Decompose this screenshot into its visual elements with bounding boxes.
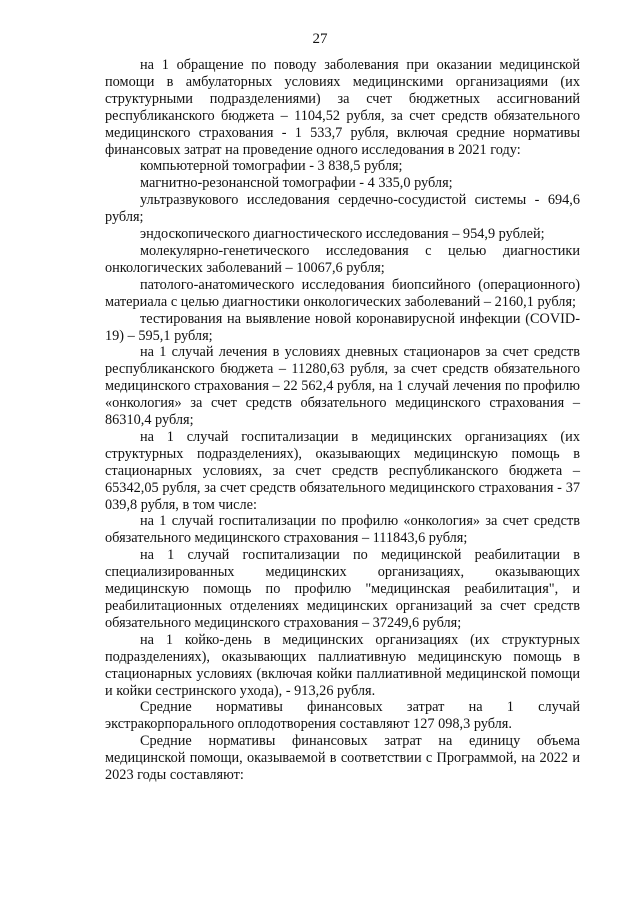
paragraph-covid-testing: тестирования на выявление новой коронавирусной инфекции (COVID-19) – 595,1 рубля; bbox=[105, 310, 580, 344]
paragraph-pathology: патолого-анатомического исследования биопсийного (операционного) материала с целью диагностики онкологических заболеваний – 2160,1 рубля; bbox=[105, 276, 580, 310]
paragraph-hospitalization: на 1 случай госпитализации в медицинских организациях (их структурных подразделениях), оказывающих медицинскую помощь в стационарных условиях, за счет средств республиканского бюджета – 65342,05 рубля, за счет средств обязательного медицинского страхования - 37 039,8 рубля, в том числе: bbox=[105, 428, 580, 513]
paragraph-oncology: на 1 случай госпитализации по профилю «онкология» за счет средств обязательного медицинского страхования – 111843,6 рубля; bbox=[105, 513, 580, 547]
paragraph-ct: компьютерной томографии - 3 838,5 рубля; bbox=[140, 158, 403, 175]
paragraph-rehabilitation: на 1 случай госпитализации по медицинской реабилитации в специализированных медицинских организациях, оказывающих медицинскую помощь по профилю "медицинская реабилитация", и реабилитационных отделениях медицинских организаций за счет средств обязательного медицинского страхования – 37249,6 рубля; bbox=[105, 547, 580, 631]
paragraph-molecular-genetic: молекулярно-генетического исследования с целью диагностики онкологических заболеваний – 10067,6 рубля; bbox=[105, 242, 580, 276]
paragraph-mri: магнитно-резонансной томографии - 4 335,0 рубля; bbox=[140, 175, 453, 192]
paragraph-endoscopy: эндоскопического диагностического исследования – 954,9 рублей; bbox=[140, 226, 545, 243]
paragraph-day-hospital: на 1 случай лечения в условиях дневных стационаров за счет средств республиканского бюджета – 11280,63 рубля, за счет средств обязательного медицинского страхования – 22 562,4 рубля, на 1 случай лечения по профилю «онкология» за счет средств обязательного медицинского страхования – 86310,4 рубля; bbox=[105, 344, 580, 429]
page-number: 27 bbox=[312, 31, 328, 47]
paragraph-palliative: на 1 койко-день в медицинских организациях (их структурных подразделениях), оказывающих паллиативную медицинскую помощь в стационарных условиях (включая койки паллиативной медицинской помощи и койки сестринского ухода), - 913,26 рубля. bbox=[105, 631, 580, 699]
paragraph-2022-2023: Средние нормативы финансовых затрат на единицу объема медицинской помощи, оказываемой в соответствии с Программой, на 2022 и 2023 годы составляют: bbox=[105, 733, 580, 784]
document-body bbox=[105, 57, 580, 784]
paragraph-ultrasound: ультразвукового исследования сердечно-сосудистой системы - 694,6 рубля; bbox=[105, 192, 580, 226]
paragraph-outpatient: на 1 обращение по поводу заболевания при оказании медицинской помощи в амбулаторных условиях медицинскими организациями (их структурными подразделениями) за счет бюджетных ассигнований республиканского бюджета – 1104,52 рубля, за счет средств обязательного медицинского страхования - 1 533,7 рубля, включая средние нормативы финансовых затрат на проведение одного исследования в 2021 году: bbox=[105, 57, 580, 158]
paragraph-ivf: Средние нормативы финансовых затрат на 1 случай экстракорпорального оплодотворения составляют 127 098,3 рубля. bbox=[105, 699, 580, 733]
